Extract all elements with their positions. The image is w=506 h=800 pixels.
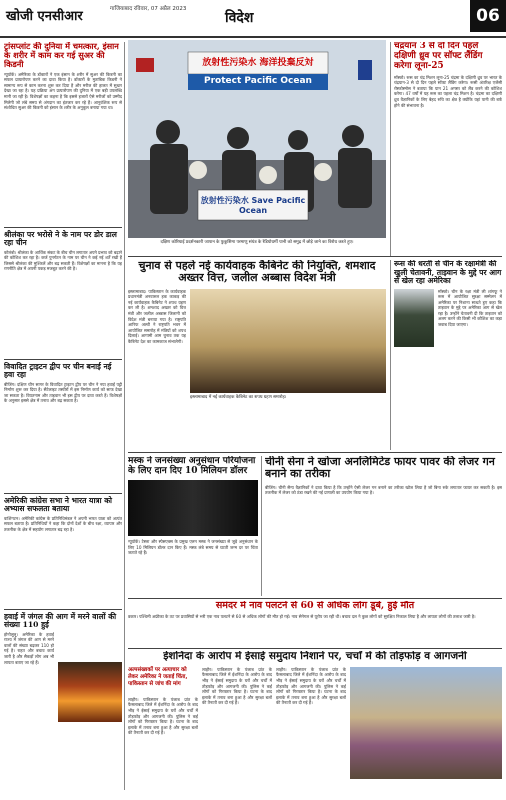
headline-blasphemy: ईशनिंदा के आरोप में ईसाई समुदाय निशाने पर, चर्चों में की तोड़फोड़ व आगजनी [163,651,467,662]
article-congress: वाशिंगटन। अमेरिकी कांग्रेस के प्रतिनिधिमंडल ने अपनी भारत यात्रा को अत्यंत सफल बताया है। प्रतिनिधियों ने कहा कि दोनों देशों के बीच रक्षा, व्यापार और तकनीक के क्षेत्र में सहयोग लगातार बढ़ रहा है। [4,515,122,532]
section-divider [128,256,502,257]
right-top-column [394,42,502,256]
article-hawaii: होनोलूलू। अमेरिका के हवाई राज्य में जंगल की आग से मरने वालों की संख्या बढ़कर 110 हो गई है। राहत और बचाव कार्य जारी है और सैकड़ों लोग अब भी लापता बताए जा रहे हैं। [4,631,54,665]
section-divider [128,598,502,599]
headline-cabinet: चुनाव से पहले नई कार्यवाहक कैबिनेट की नियुक्ति, शमशाद अख्तर वित्त, जलील अब्बास विदेश मंत्री [138,260,376,285]
boat-story [128,601,502,647]
photo-caption: दक्षिण कोरियाई प्रदर्शनकारी जापान के फुकुशिमा परमाणु संयंत्र के रेडियोधर्मी पानी को समुद्र में छोड़े जाने का विरोध करते हुए। [160,240,354,245]
protest-sign: 放射性污染水 Save Pacific Ocean [200,196,306,215]
headline-boat: समंदर में नाव पलटने से 60 से अधिक लोग डूबे, हुई मौत [215,601,415,611]
defence-minister-photo [394,289,434,347]
headline-musk: मस्क ने जनसंख्या अनुसंधान परियोजना के लिए दान दिए 10 मिलियन डॉलर [128,456,256,477]
protest-photo [128,40,386,238]
column-divider [261,456,262,596]
musk-story [128,456,258,596]
headline-congress: अमेरिकी कांग्रेस सभा ने भारत यात्रा को अभ्यास सफलता बताया [4,495,113,514]
cabinet-caption: इस्लामाबाद में नई कार्यवाहक कैबिनेट का शपथ ग्रहण समारोह। [190,394,287,400]
column-divider [390,260,391,450]
church-photo [350,667,502,779]
article-china-defence: मॉस्को। चीन के रक्षा मंत्री ली शांगफू ने रूस में आयोजित सुरक्षा सम्मेलन में अमेरिका पर निशाना साधते हुए कहा कि ताइवान के मुद्दे पर अमेरिका आग से खेल रहा है। उन्होंने चेतावनी दी कि ताइवान को अलग करने की किसी भी कोशिश का कड़ा जवाब दिया जाएगा। [438,288,502,328]
article-luna: मॉस्को। रूस का चंद्र मिशन लूना-25 चंद्रमा के दक्षिणी ध्रुव पर भारत के चंद्रयान-3 से दो दिन पहले सॉफ्ट लैंडिंग करेगा। रूसी अंतरिक्ष एजेंसी रोस्कोस्मोस ने बताया कि यान 21 अगस्त को लैंड करने की कोशिश करेगा। 47 वर्षों में यह रूस का पहला चंद्र मिशन है। चंद्रमा का दक्षिणी ध्रुव वैज्ञानिकों के लिए बेहद रुचि का क्षेत्र है क्योंकि यहां पानी की बर्फ होने की संभावना है। [394,74,502,108]
headline-kidney: ट्रांसप्लांट की दुनिया में चमत्कार, इंसान के शरीर में काम कर गई सुअर की किडनी [4,42,119,70]
page-header [0,0,506,38]
banner-japanese: 放射性污染水 海洋投棄反対 [202,58,314,68]
musk-photo [128,480,258,536]
headline-china-defence: रूस की धरती से चीन के रक्षामंत्री की खुली चेतावनी, ताइवान के मुद्दे पर आग से खेल रहा अमेरिका [394,260,502,285]
headline-laser: चीनी सेना ने खोजा अनलिमिटेड फायर पावर की लेजर गन बनाने का तरीका [265,456,495,481]
column-divider [124,42,125,790]
article-laser: बीजिंग। चीनी सैन्य वैज्ञानिकों ने दावा किया है कि उन्होंने ऐसी लेजर गन बनाने का तरीका खोज लिया है जो बिना रुके लगातार फायर कर सकती है। इस तकनीक में लेजर को ठंडा रखने की नई प्रणाली का उपयोग किया गया है। [265,484,502,496]
left-column [4,42,122,790]
section-title: विदेश [225,10,254,26]
headline-hawaii: हवाई में जंगल की आग में मरने वालों की संख्या 110 हुई [4,611,117,630]
banner-english: Protect Pacific Ocean [204,76,312,86]
section-divider [128,648,502,649]
laser-story [265,456,502,596]
article-kidney: न्यूयॉर्क। अमेरिका के डॉक्टरों ने एक इंसान के शरीर में सुअर की किडनी का सफल प्रत्यारोपण करने का दावा किया है। डॉक्टरों के मुताबिक किडनी ने सामान्य रूप से काम करना शुरू कर दिया है और मरीज की हालत में सुधार देखा जा रहा है। यह प्रक्रिया अंग प्रत्यारोपण की दुनिया में एक बड़ी उपलब्धि मानी जा रही है। विशेषज्ञों का कहना है कि इससे हजारों ऐसे मरीजों को उम्मीद मिलेगी जो लंबे समय से अंगदान का इंतजार कर रहे हैं। आनुवंशिक रूप से संशोधित सुअर की किडनी को इंसान के शरीर के अनुकूल बनाया गया था। [4,71,122,111]
article-cabinet: इस्लामाबाद। पाकिस्तान के कार्यवाहक प्रधानमंत्री अनवारुल हक काकड़ की नई कार्यवाहक कैबिनेट ने शपथ ग्रहण कर ली है। शमशाद अख्तर को वित्त मंत्री और जलील अब्बास जिलानी को विदेश मंत्री बनाया गया है। राष्ट्रपति आरिफ अल्वी ने राष्ट्रपति भवन में आयोजित समारोह में मंत्रियों को शपथ दिलाई। आगामी आम चुनाव तक यह कैबिनेट देश का कामकाज संभालेगी। [128,288,186,344]
cabinet-photo [190,289,386,393]
masthead: खोजी एनसीआर [6,9,83,24]
dateline: गाजियाबाद रविवार, 07 अप्रैल 2023 [110,6,187,12]
china-defence-story [394,260,502,450]
article-boat: डकार। पश्चिमी अफ्रीका के तट पर प्रवासियों से भरी एक नाव पलटने से 60 से अधिक लोगों की मौत हो गई। नाव सेनेगल से यूरोप जा रही थी। बचाव दल ने कुछ लोगों को सुरक्षित निकाल लिया है और लापता लोगों की तलाश जारी है। [128,613,476,619]
article-triton: बीजिंग। दक्षिण चीन सागर के विवादित ट्राइटन द्वीप पर चीन ने नया हवाई पट्टी निर्माण शुरू कर दिया है। सैटेलाइट तस्वीरों में इस निर्माण कार्य को साफ देखा जा सकता है। वियतनाम और ताइवान भी इस द्वीप पर दावा करते हैं। विशेषज्ञों के अनुसार इससे क्षेत्र में तनाव और बढ़ सकता है। [4,381,122,404]
headline-luna: चंद्रयान 3 से दो दिन पहले दक्षिणी ध्रुव पर सॉफ्ट लैंडिंग करेगा लूना-25 [394,42,483,71]
article-musk: न्यूयॉर्क। टेस्ला और स्पेसएक्स के प्रमुख एलन मस्क ने जनसंख्या से जुड़े अनुसंधान के लिए 10 मिलियन डॉलर दान किए हैं। मस्क लंबे समय से घटती जन्म दर पर चिंता जताते रहे हैं। [128,539,258,556]
blasphemy-story [128,651,502,796]
cabinet-story [128,260,386,450]
section-divider [128,452,502,453]
column-divider [390,42,391,256]
article-srilanka: कोलंबो। श्रीलंका के आर्थिक संकट के बीच चीन लगातार अपने प्रभाव को बढ़ाने की कोशिश कर रहा है। कर्ज पुनर्गठन के नाम पर चीन ने कई नई शर्तें रखी हैं जिससे श्रीलंका की मुश्किलें और बढ़ सकती हैं। विशेषज्ञों का मानना है कि यह रणनीति क्षेत्र में अपनी पकड़ मजबूत करने की है। [4,249,122,272]
article-blasphemy-cont: लाहौर। पाकिस्तान के पंजाब प्रांत के फैसलाबाद जिले में ईशनिंदा के आरोप के बाद भीड़ ने ईसाई समुदाय के घरों और चर्चों में तोड़फोड़ और आगजनी की। पुलिस ने कई लोगों को गिरफ्तार किया है। घटना के बाद इलाके में तनाव बना हुआ है और सुरक्षा बलों की तैनाती कर दी गई है। [202,666,272,706]
article-blasphemy-cont2: लाहौर। पाकिस्तान के पंजाब प्रांत के फैसलाबाद जिले में ईशनिंदा के आरोप के बाद भीड़ ने ईसाई समुदाय के घरों और चर्चों में तोड़फोड़ और आगजनी की। पुलिस ने कई लोगों को गिरफ्तार किया है। घटना के बाद इलाके में तनाव बना हुआ है और सुरक्षा बलों की तैनाती कर दी गई है। [276,666,346,706]
blasphemy-subhead: अल्पसंख्यकों पर अत्याचार को लेकर अमेरिका ने जताई चिंता, पाकिस्तान से जांच की मांग [128,666,188,687]
headline-triton: विवादित ट्राइटन द्वीप पर चीन बनाई नई हवा रहा [4,361,112,380]
article-blasphemy: लाहौर। पाकिस्तान के पंजाब प्रांत के फैसलाबाद जिले में ईशनिंदा के आरोप के बाद भीड़ ने ईसाई समुदाय के घरों और चर्चों में तोड़फोड़ और आगजनी की। पुलिस ने कई लोगों को गिरफ्तार किया है। घटना के बाद इलाके में तनाव बना हुआ है और सुरक्षा बलों की तैनाती कर दी गई है। [128,696,198,736]
headline-srilanka: श्रीलंका पर भरोसे ने के नाम पर डोर डाल रहा चीन [4,229,117,248]
wildfire-photo [58,662,122,722]
page-number: 06 [470,0,506,32]
